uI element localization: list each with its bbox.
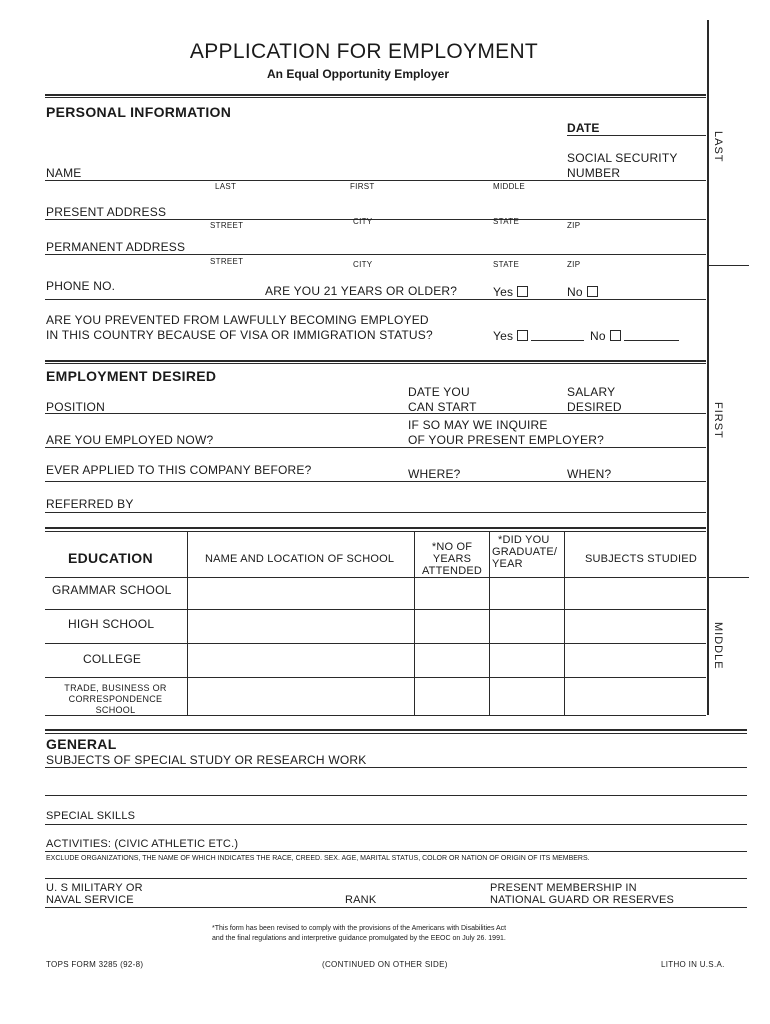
form-id: TOPS FORM 3285 (92-8) [46, 960, 144, 969]
when-label: WHEN? [567, 467, 612, 481]
when-field[interactable] [616, 465, 703, 479]
employed-now-field[interactable] [225, 432, 400, 446]
guard-label-line2: NATIONAL GUARD OR RESERVES [490, 894, 675, 906]
visa-no-label: No [590, 329, 606, 343]
col-graduate-header-line1: *DID YOU [498, 534, 550, 546]
activities-label: ACTIVITIES: (CIVIC ATHLETIC ETC.) [46, 838, 239, 850]
revision-note-line2: and the final regulations and interpretive guidance promulgated by the EEOC on July 26. 1991. [212, 935, 506, 942]
position-label: POSITION [46, 400, 105, 414]
where-field[interactable] [466, 465, 561, 479]
side-label-middle: MIDDLE [712, 622, 724, 670]
name-part-first: FIRST [350, 182, 375, 191]
special-skills-label: SPECIAL SKILLS [46, 810, 136, 822]
military-top-line [45, 878, 747, 879]
side-tab-divider [709, 265, 749, 266]
applied-before-label: EVER APPLIED TO THIS COMPANY BEFORE? [46, 463, 312, 477]
age-no-label: No [567, 285, 583, 299]
side-label-last: LAST [712, 131, 724, 163]
military-label-line2: NAVAL SERVICE [46, 894, 134, 906]
inquire-line1: IF SO MAY WE INQUIRE [408, 418, 548, 432]
activities-line [45, 851, 747, 852]
military-bottom-line [45, 907, 747, 908]
position-field[interactable] [110, 398, 400, 412]
col-school-header: NAME AND LOCATION OF SCHOOL [205, 553, 395, 565]
permanent-address-field[interactable] [195, 239, 703, 253]
inquire-line2: OF YOUR PRESENT EMPLOYER? [408, 433, 604, 447]
name-label: NAME [46, 166, 82, 180]
date-start-field[interactable] [483, 398, 561, 412]
date-field[interactable] [605, 121, 701, 135]
side-tab-divider [709, 577, 749, 578]
edu-row-divider [45, 677, 706, 678]
date-line [567, 135, 706, 136]
col-graduate-header-line2: GRADUATE/ [492, 546, 558, 558]
edu-row-grammar: GRAMMAR SCHOOL [52, 583, 172, 597]
permanent-address-label: PERMANENT ADDRESS [46, 240, 186, 254]
phone-field[interactable] [120, 279, 255, 293]
special-study-label: SUBJECTS OF SPECIAL STUDY OR RESEARCH WORK [46, 753, 367, 767]
activities-field[interactable] [245, 837, 745, 851]
edu-row-college: COLLEGE [83, 652, 142, 666]
permanent-zip-label: ZIP [567, 260, 581, 269]
side-tab-border [707, 20, 709, 715]
edu-col-divider [564, 531, 565, 715]
edu-top-border [45, 531, 706, 532]
age-yes-checkbox[interactable] [517, 286, 528, 297]
present-city-label: CITY [353, 217, 373, 226]
rank-field[interactable] [385, 892, 485, 906]
revision-note-line1: *This form has been revised to comply with the provisions of the Americans with Disabilities Act [212, 925, 507, 932]
present-state-label: STATE [493, 217, 520, 226]
name-field[interactable] [90, 165, 560, 179]
special-study-line2 [45, 795, 747, 796]
section-rule [45, 94, 706, 96]
col-years-header: *NO OF YEARS ATTENDED [421, 541, 483, 577]
age-no-option[interactable] [567, 285, 598, 299]
form-title: APPLICATION FOR EMPLOYMENT [189, 40, 539, 63]
name-line [45, 180, 706, 181]
applied-before-field[interactable] [325, 465, 403, 479]
date-label: DATE [567, 121, 600, 135]
visa-no-option[interactable] [590, 329, 621, 343]
visa-yes-option[interactable] [493, 329, 528, 343]
guard-label-line1: PRESENT MEMBERSHIP IN [490, 882, 637, 894]
education-heading: EDUCATION [68, 550, 153, 566]
edu-col-divider [414, 531, 415, 715]
permanent-street-label: STREET [210, 257, 244, 266]
age-no-checkbox[interactable] [587, 286, 598, 297]
special-study-line [45, 767, 747, 768]
referred-line [45, 512, 706, 513]
visa-yes-line [531, 340, 584, 341]
edu-top-border [45, 527, 706, 529]
litho-note: LITHO IN U.S.A. [661, 960, 725, 969]
where-label: WHERE? [408, 467, 461, 481]
phone-line [45, 299, 706, 300]
permanent-address-line [45, 254, 706, 255]
visa-question-line2: IN THIS COUNTRY BECAUSE OF VISA OR IMMIGRATION STATUS? [46, 328, 433, 342]
continued-note: (CONTINUED ON OTHER SIDE) [322, 960, 448, 969]
special-study-field[interactable] [380, 752, 745, 766]
edu-col-divider [489, 531, 490, 715]
visa-yes-checkbox[interactable] [517, 330, 528, 341]
section-rule [45, 360, 706, 362]
phone-label: PHONE NO. [46, 279, 116, 293]
present-address-field[interactable] [175, 204, 703, 218]
permanent-city-label: CITY [353, 260, 373, 269]
form-subtitle: An Equal Opportunity Employer [266, 67, 449, 81]
military-field[interactable] [145, 892, 340, 906]
edu-row-divider [45, 643, 706, 644]
edu-col-divider [187, 531, 188, 715]
visa-no-checkbox[interactable] [610, 330, 621, 341]
rank-label: RANK [345, 894, 377, 906]
ssn-label-line1: SOCIAL SECURITY [567, 151, 678, 165]
name-part-middle: MIDDLE [493, 182, 526, 191]
position-line [45, 413, 706, 414]
age-yes-option[interactable] [493, 285, 528, 299]
referred-by-label: REFERRED BY [46, 497, 134, 511]
personal-heading: PERSONAL INFORMATION [46, 104, 232, 120]
section-rule [45, 733, 747, 734]
ssn-field[interactable] [625, 165, 703, 179]
special-skills-line [45, 824, 747, 825]
section-rule [45, 97, 706, 98]
exclude-note: EXCLUDE ORGANIZATIONS, THE NAME OF WHICH INDICATES THE RACE, CREED. SEX. AGE, MARITAL STATUS, COLOR OR NATION OF ORIGIN OF ITS MEMBERS. [46, 855, 590, 862]
guard-field[interactable] [680, 892, 745, 906]
side-label-first: FIRST [712, 402, 724, 439]
employed-now-label: ARE YOU EMPLOYED NOW? [46, 433, 214, 447]
visa-question-line1: ARE YOU PREVENTED FROM LAWFULLY BECOMING EMPLOYED [46, 313, 429, 327]
present-address-line [45, 219, 706, 220]
edu-row-divider [45, 577, 706, 578]
visa-yes-label: Yes [493, 329, 514, 343]
age-question: ARE YOU 21 YEARS OR OLDER? [265, 284, 458, 298]
referred-by-field[interactable] [140, 496, 703, 510]
section-rule [45, 729, 747, 731]
applied-line [45, 481, 706, 482]
inquire-field[interactable] [612, 432, 703, 446]
salary-field[interactable] [625, 398, 703, 412]
edu-row-divider [45, 609, 706, 610]
military-label-line1: U. S MILITARY OR [46, 882, 143, 894]
date-start-line2: CAN START [408, 400, 477, 414]
edu-row-trade: TRADE, BUSINESS OR CORRESPONDENCE SCHOOL [64, 683, 167, 715]
visa-no-line [624, 340, 679, 341]
age-yes-label: Yes [493, 285, 514, 299]
name-part-last: LAST [215, 182, 237, 191]
section-rule [45, 363, 706, 364]
present-zip-label: ZIP [567, 221, 581, 230]
salary-line1: SALARY [567, 385, 616, 399]
general-heading: GENERAL [46, 736, 117, 752]
col-subjects-header: SUBJECTS STUDIED [585, 553, 697, 565]
col-graduate-header-line3: YEAR [492, 558, 523, 570]
present-street-label: STREET [210, 221, 244, 230]
edu-row-high: HIGH SCHOOL [68, 617, 155, 631]
employment-heading: EMPLOYMENT DESIRED [46, 368, 217, 384]
salary-line2: DESIRED [567, 400, 622, 414]
special-skills-field[interactable] [145, 809, 745, 823]
employed-line [45, 447, 706, 448]
permanent-state-label: STATE [493, 260, 520, 269]
date-start-line1: DATE YOU [408, 385, 470, 399]
present-address-label: PRESENT ADDRESS [46, 205, 167, 219]
ssn-label-line2: NUMBER [567, 166, 621, 180]
